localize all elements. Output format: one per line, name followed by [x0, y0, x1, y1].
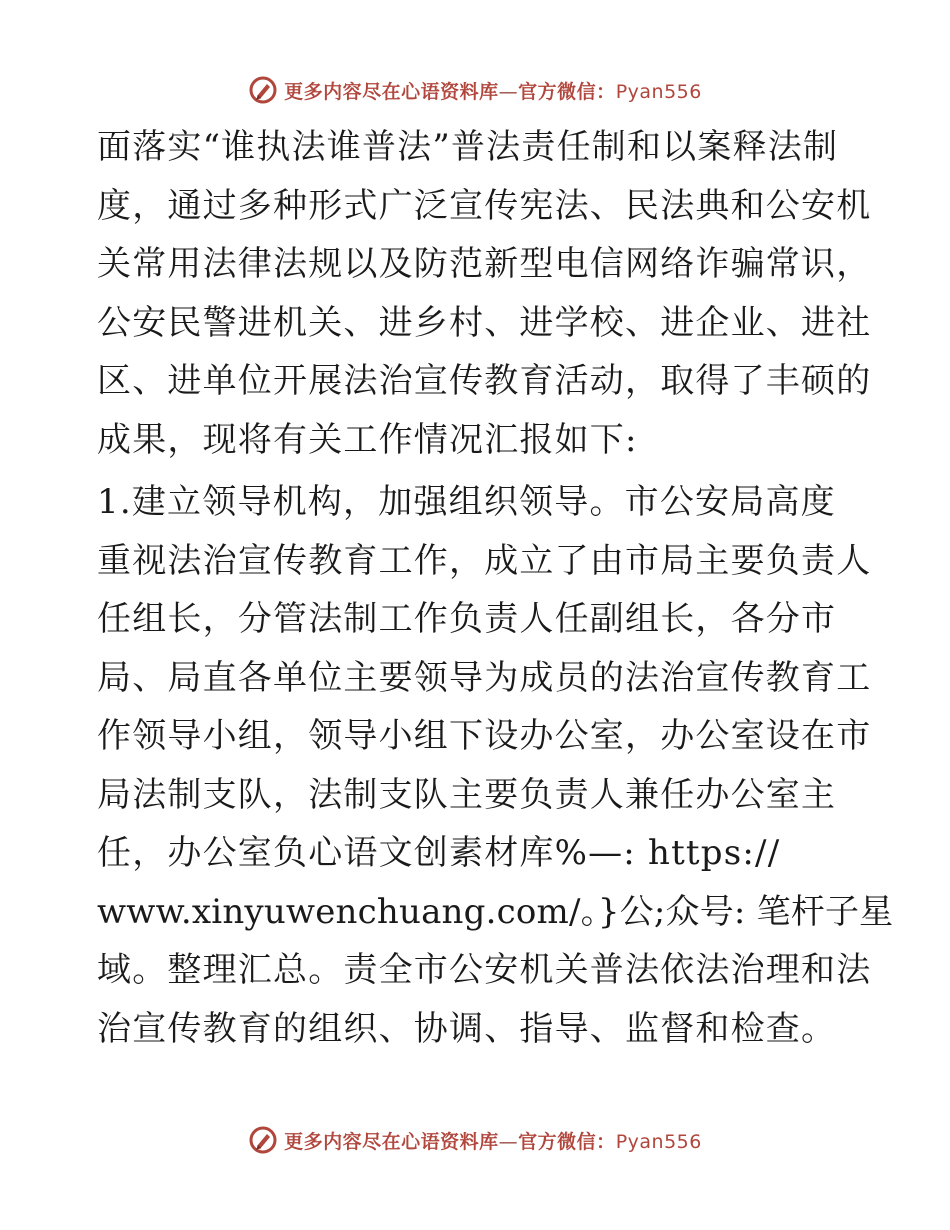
footer-watermark [0, 1122, 950, 1158]
watermark-separator: — [498, 1130, 519, 1153]
text-line: 成果，现将有关工作情况汇报如下: [97, 419, 638, 460]
watermark-wechat-label: 官方微信： [518, 80, 616, 103]
watermark-site-text: 更多内容尽在心语资料库 [284, 80, 499, 103]
text-line: 公安民警进机关、进乡村、进学校、进企业、进社 [97, 302, 872, 343]
pen-badge-logo-icon [248, 75, 278, 105]
paragraph-leadership [97, 473, 894, 1058]
text-line: 关常用法律法规以及防范新型电信网络诈骗常识， [97, 244, 872, 284]
text-line: 局、局直各单位主要领导为成员的法治宣传教育工 [97, 657, 872, 698]
watermark-wechat-id: Pyan556 [615, 1130, 702, 1153]
document-body [97, 118, 894, 1058]
text-line: 1.建立领导机构，加强组织领导。市公安局高度 [97, 482, 836, 522]
text-line: 域。整理汇总。责全市公安机关普法依法治理和法 [97, 950, 872, 990]
pen-badge-logo-icon [248, 1125, 278, 1155]
text-line: 治宣传教育的组织、协调、指导、监督和检查。 [97, 1008, 837, 1049]
text-line: 面落实“谁执法谁普法”普法责任制和以案释法制 [97, 127, 839, 167]
text-line: 局法制支队，法制支队主要负责人兼任办公室主 [97, 774, 837, 815]
text-line: 度，通过多种形式广泛宣传宪法、民法典和公安机 [97, 185, 872, 226]
watermark-site-text: 更多内容尽在心语资料库 [284, 1130, 499, 1153]
text-line: 任组长，分管法制工作负责人任副组长，各分市 [97, 599, 837, 639]
watermark-wechat-id: Pyan556 [615, 80, 702, 103]
text-line: 作领导小组，领导小组下设办公室，办公室设在市 [97, 716, 872, 756]
text-line: 区、进单位开展法治宣传教育活动，取得了丰硕的 [97, 361, 872, 401]
watermark-wechat-label: 官方微信： [518, 1130, 616, 1153]
header-watermark [0, 72, 950, 108]
text-line: 重视法治宣传教育工作，成立了由市局主要负责人 [97, 540, 872, 581]
watermark-separator: — [498, 80, 519, 103]
paragraph-intro [97, 118, 872, 469]
text-line-url: www.xinyuwenchuang.com/。}公;众号: 笔杆子星 [97, 891, 894, 932]
text-line: 任，办公室负心语文创素材库%—: https:// [97, 833, 781, 873]
